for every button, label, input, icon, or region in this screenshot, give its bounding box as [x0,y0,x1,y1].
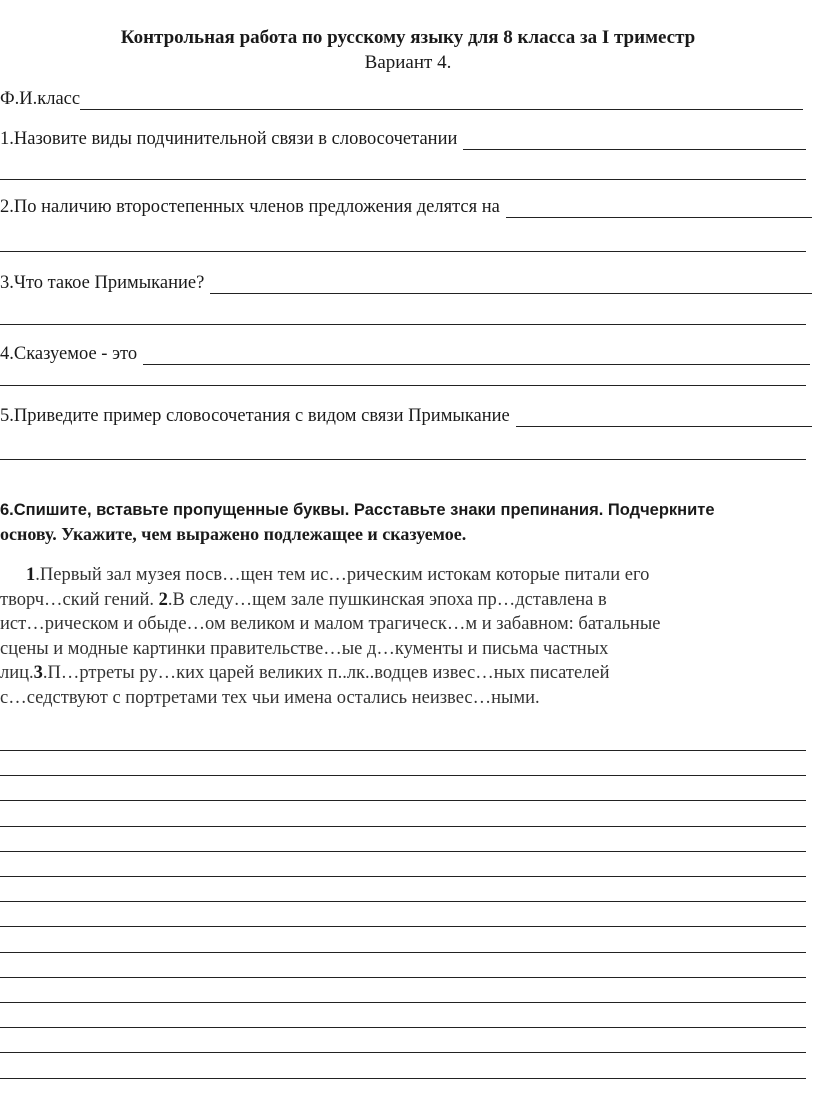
fio-label: Ф.И.класс [0,89,81,109]
writing-line[interactable] [0,952,806,953]
writing-line[interactable] [0,750,806,751]
sentence-3-part-a: .П…ртреты ру…ких царей великих п..лк..водцев извес…ных писателей [42,663,610,683]
dictation-text [0,563,812,710]
question-1-row [0,126,806,150]
writing-line[interactable] [0,1052,806,1053]
writing-line[interactable] [0,800,806,801]
dictation-line-5 [0,661,812,686]
question-2-extra-line[interactable] [0,251,806,252]
writing-line[interactable] [0,1002,806,1003]
sentence-2-part-c: сцены и модные картинки правительстве…ые д…кументы и письма частных [0,638,609,659]
sentence-2-part-a: .В следу…щем зале пушкинская эпоха пр…дставлена в [167,589,607,610]
fio-answer-line[interactable] [80,90,803,110]
writing-line[interactable] [0,851,806,852]
question-4-answer-line[interactable] [143,345,810,365]
dictation-line-2 [0,588,812,613]
writing-line[interactable] [0,826,806,827]
writing-line[interactable] [0,977,806,978]
worksheet-title: Контрольная работа по русскому языку для 8 класса за I триместр [120,27,696,48]
dictation-line-3 [0,612,812,637]
question-5-extra-line[interactable] [0,459,806,460]
question-3-row [0,270,812,294]
question-2-row [0,194,812,218]
sentence-2-part-d: лиц. [0,663,34,683]
fio-row [0,86,803,110]
question-4-row [0,341,810,365]
question-3-extra-line[interactable] [0,324,806,325]
sentence-number-2: 2 [158,589,168,610]
writing-line[interactable] [0,1078,806,1079]
task-6-line-2: основу. Укажите, чем выражено подлежащее и сказуемое. [0,524,467,544]
writing-line[interactable] [0,876,806,877]
writing-line[interactable] [0,926,806,927]
sentence-1-part-b: творч…ский гений. [0,589,159,610]
task-6-instructions [0,498,812,546]
sentence-2-part-b: ист…рическом и обыде…ом великом и малом трагическ…м и забавном: батальные [0,614,661,634]
question-4-extra-line[interactable] [0,385,806,386]
dictation-line-1 [0,563,812,588]
variant-label: Вариант 4. [364,52,452,73]
question-5-row [0,403,812,427]
sentence-number-3: 3 [33,663,43,683]
dictation-line-4 [0,637,812,662]
question-5-text: 5.Приведите пример словосочетания с видом связи Примыкание [0,406,510,426]
task-6-line-1: 6.Спишите, вставьте пропущенные буквы. Расставьте знаки препинания. Подчеркните [0,501,715,519]
question-1-text: 1.Назовите виды подчинительной связи в словосочетании [0,129,458,149]
question-1-answer-line[interactable] [463,130,806,150]
writing-line[interactable] [0,775,806,776]
sentence-3-part-b: с…седствуют с портретами тех чьи имена остались неизвес…ными. [0,687,540,708]
question-2-text: 2.По наличию второстепенных членов предложения делятся на [0,197,500,217]
writing-line[interactable] [0,901,806,902]
question-4-text: 4.Сказуемое - это [0,344,138,364]
question-5-answer-line[interactable] [516,407,812,427]
question-1-extra-line[interactable] [0,179,806,180]
writing-line[interactable] [0,1027,806,1028]
question-2-answer-line[interactable] [506,198,812,218]
question-3-text: 3.Что такое Примыкание? [0,273,205,293]
sentence-number-1: 1 [26,565,36,585]
question-3-answer-line[interactable] [210,274,812,294]
sentence-1-part-a: .Первый зал музея посв…щен тем ис…рическим истокам которые питали его [35,565,650,585]
dictation-line-6 [0,686,812,711]
